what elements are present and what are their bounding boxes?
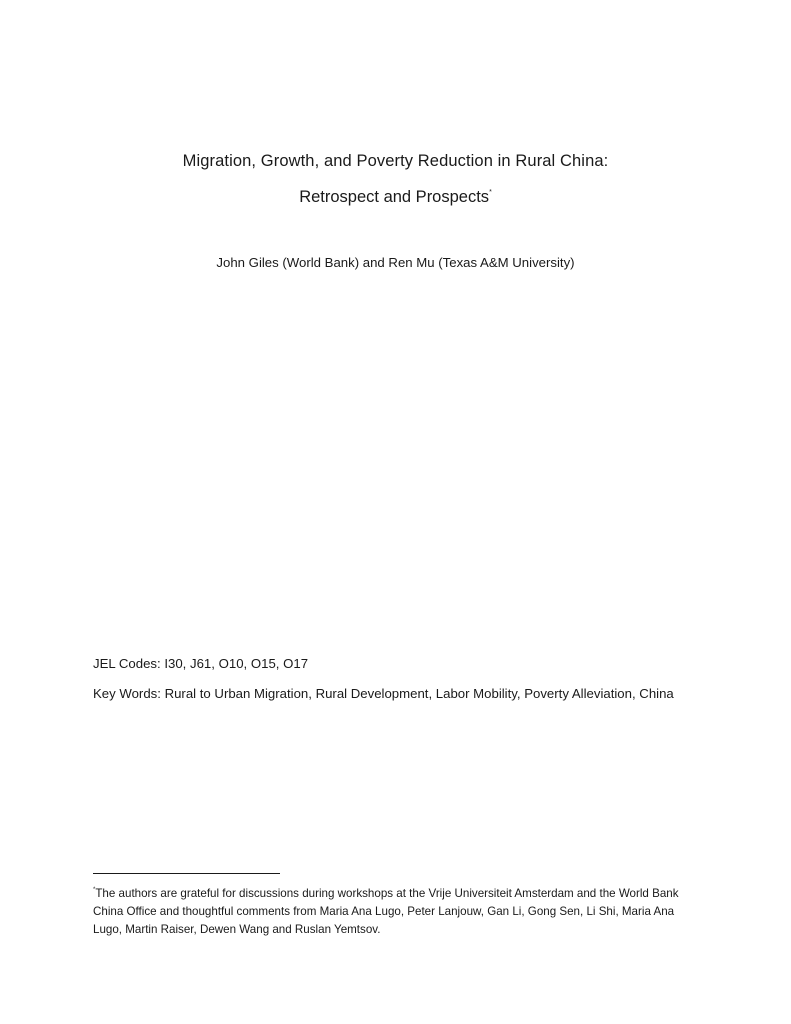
footnote-line-3: Lugo, Martin Raiser, Dewen Wang and Ruslan Yemtsov. — [93, 922, 381, 936]
paper-title-line-2: Retrospect and Prospects — [299, 188, 490, 206]
footnote — [93, 882, 703, 939]
footnote-text-1: The authors are grateful for discussions during workshops at the Vrije Universiteit Amsterdam and the World Bank — [95, 886, 679, 900]
footnote-divider — [93, 873, 280, 874]
footnote-marker: * — [93, 887, 96, 893]
jel-codes: JEL Codes: I30, J61, O10, O15, O17 — [93, 656, 309, 671]
footnote-line-2: China Office and thoughtful comments from Maria Ana Lugo, Peter Lanjouw, Gan Li, Gong Sen, Li Shi, Maria Ana — [93, 904, 675, 918]
footnote-line-1 — [93, 882, 703, 903]
authors-text: John Giles (World Bank) and Ren Mu (Texas A&M University) — [216, 255, 575, 270]
paper-title — [0, 152, 791, 171]
paper-title-line-1: Migration, Growth, and Poverty Reduction in Rural China: — [182, 152, 609, 170]
author-line — [0, 255, 791, 270]
title-footnote-marker[interactable]: * — [489, 188, 492, 196]
key-words: Key Words: Rural to Urban Migration, Rural Development, Labor Mobility, Poverty Alleviation, China — [93, 686, 674, 701]
paper-subtitle — [0, 188, 791, 207]
